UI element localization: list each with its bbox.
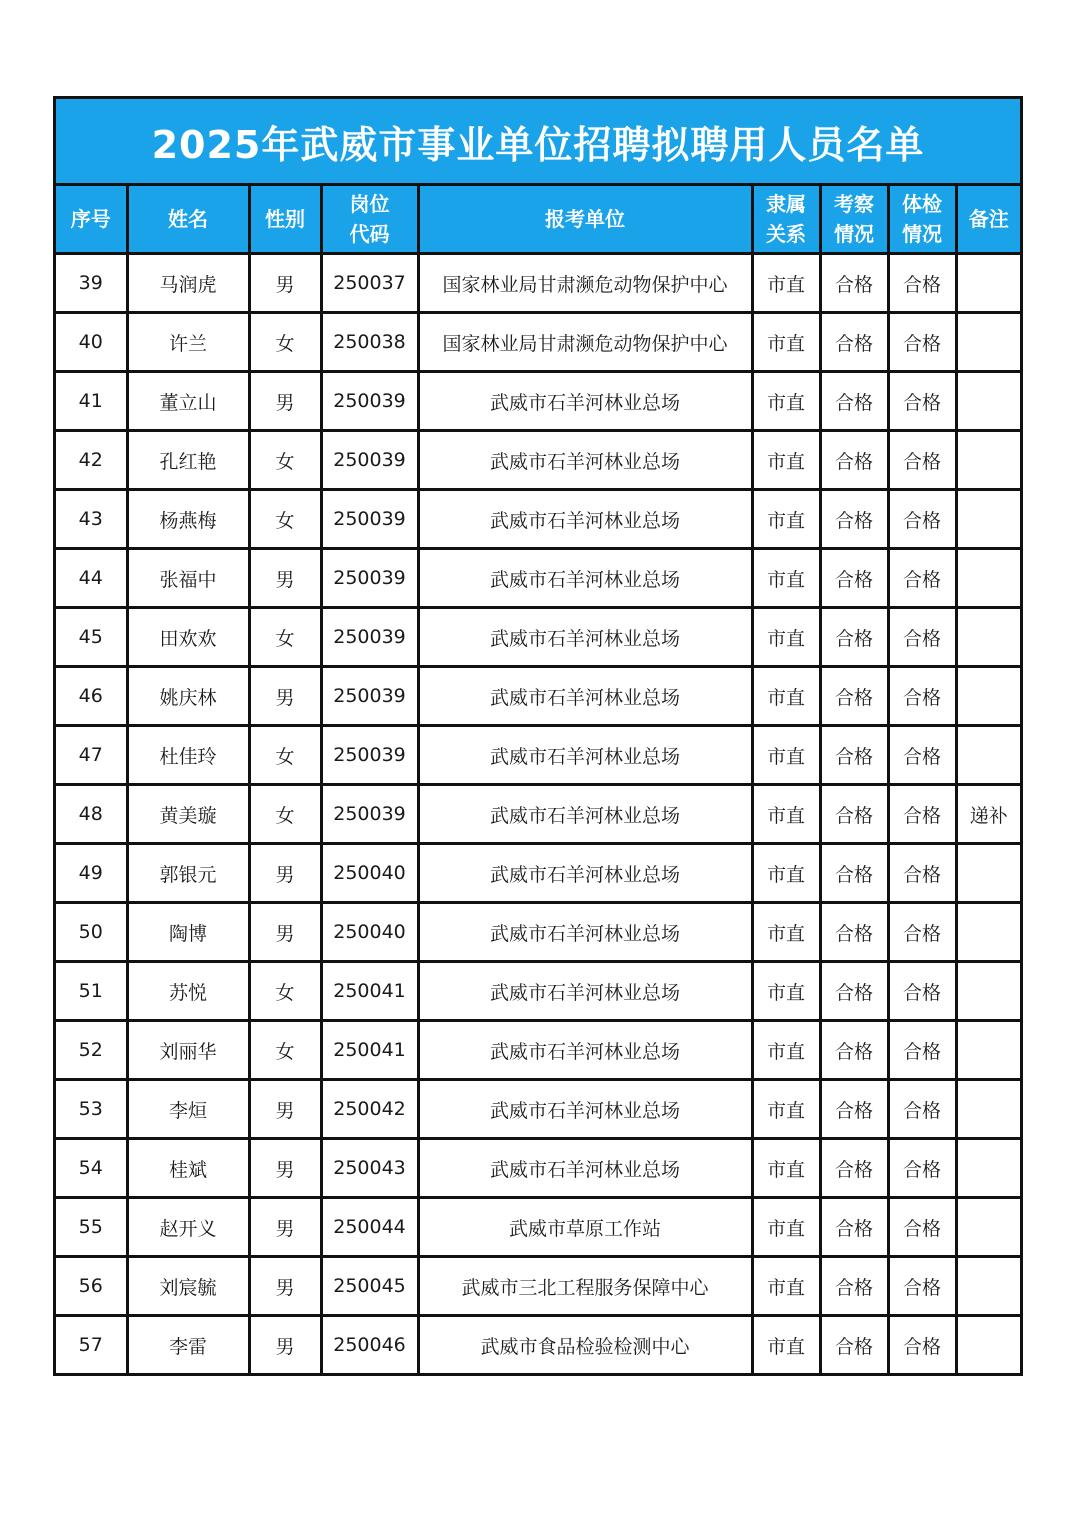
cell-seq: 57 [56,1316,127,1374]
cell-position-code: 250039 [321,726,418,785]
cell-unit: 武威市石羊河林业总场 [418,785,752,844]
cell-gender: 男 [249,372,321,431]
cell-assessment: 合格 [820,549,888,608]
cell-remark [956,1139,1020,1198]
cell-remark [956,844,1020,903]
cell-position-code: 250039 [321,490,418,549]
cell-remark [956,1198,1020,1257]
cell-assessment: 合格 [820,903,888,962]
cell-name: 董立山 [127,372,249,431]
cell-physical: 合格 [888,1257,956,1316]
cell-remark [956,903,1020,962]
cell-affiliation: 市直 [752,254,820,313]
header-name [127,186,249,254]
cell-seq: 55 [56,1198,127,1257]
cell-affiliation: 市直 [752,608,820,667]
header-label: 代码 [349,222,390,246]
cell-affiliation: 市直 [752,1198,820,1257]
cell-unit: 国家林业局甘肃濒危动物保护中心 [418,254,752,313]
cell-gender: 女 [249,608,321,667]
cell-remark [956,726,1020,785]
cell-unit: 武威市石羊河林业总场 [418,1080,752,1139]
cell-unit: 武威市石羊河林业总场 [418,962,752,1021]
cell-physical: 合格 [888,549,956,608]
cell-assessment: 合格 [820,608,888,667]
header-label: 情况 [834,222,874,246]
cell-assessment: 合格 [820,431,888,490]
header-label: 序号 [70,207,111,231]
cell-name: 马润虎 [127,254,249,313]
cell-physical: 合格 [888,608,956,667]
cell-position-code: 250046 [321,1316,418,1374]
cell-position-code: 250039 [321,608,418,667]
cell-name: 赵开义 [127,1198,249,1257]
cell-physical: 合格 [888,490,956,549]
cell-position-code: 250045 [321,1257,418,1316]
cell-assessment: 合格 [820,962,888,1021]
cell-seq: 44 [56,549,127,608]
cell-gender: 男 [249,667,321,726]
cell-unit: 武威市石羊河林业总场 [418,431,752,490]
cell-unit: 武威市石羊河林业总场 [418,903,752,962]
table-row [56,549,1020,608]
cell-affiliation: 市直 [752,726,820,785]
cell-assessment: 合格 [820,313,888,372]
table-row [56,667,1020,726]
cell-name: 杜佳玲 [127,726,249,785]
cell-affiliation: 市直 [752,372,820,431]
cell-physical: 合格 [888,431,956,490]
cell-gender: 女 [249,313,321,372]
cell-physical: 合格 [888,903,956,962]
cell-gender: 女 [249,490,321,549]
cell-position-code: 250041 [321,1021,418,1080]
table-row [56,1139,1020,1198]
cell-name: 刘宸毓 [127,1257,249,1316]
table-row [56,844,1020,903]
cell-remark [956,1080,1020,1139]
header-label: 关系 [766,222,806,246]
cell-position-code: 250042 [321,1080,418,1139]
header-label: 体检 [902,192,942,216]
cell-affiliation: 市直 [752,431,820,490]
cell-seq: 42 [56,431,127,490]
cell-affiliation: 市直 [752,1139,820,1198]
header-label: 备注 [968,207,1009,231]
header-unit [418,186,752,254]
cell-affiliation: 市直 [752,549,820,608]
cell-name: 刘丽华 [127,1021,249,1080]
cell-assessment: 合格 [820,726,888,785]
cell-name: 黄美璇 [127,785,249,844]
table-row [56,1080,1020,1139]
cell-gender: 男 [249,549,321,608]
cell-gender: 男 [249,1257,321,1316]
cell-seq: 43 [56,490,127,549]
cell-assessment: 合格 [820,254,888,313]
cell-name: 孔红艳 [127,431,249,490]
cell-seq: 46 [56,667,127,726]
roster-table [56,186,1020,1373]
table-header-row [56,186,1020,254]
cell-seq: 47 [56,726,127,785]
cell-position-code: 250039 [321,431,418,490]
cell-unit: 国家林业局甘肃濒危动物保护中心 [418,313,752,372]
cell-unit: 武威市石羊河林业总场 [418,1021,752,1080]
header-assessment [820,186,888,254]
header-label: 考察 [834,192,874,216]
cell-gender: 男 [249,903,321,962]
cell-seq: 52 [56,1021,127,1080]
table-row [56,608,1020,667]
cell-unit: 武威市石羊河林业总场 [418,608,752,667]
table-row [56,254,1020,313]
cell-assessment: 合格 [820,372,888,431]
cell-position-code: 250038 [321,313,418,372]
cell-position-code: 250043 [321,1139,418,1198]
table-row [56,726,1020,785]
cell-name: 杨燕梅 [127,490,249,549]
header-remark [956,186,1020,254]
cell-assessment: 合格 [820,1139,888,1198]
table-row [56,313,1020,372]
cell-gender: 女 [249,431,321,490]
cell-gender: 男 [249,254,321,313]
cell-affiliation: 市直 [752,1316,820,1374]
cell-remark [956,667,1020,726]
cell-name: 李烜 [127,1080,249,1139]
cell-name: 张福中 [127,549,249,608]
cell-unit: 武威市石羊河林业总场 [418,1139,752,1198]
cell-assessment: 合格 [820,1316,888,1374]
cell-name: 陶博 [127,903,249,962]
cell-physical: 合格 [888,726,956,785]
cell-physical: 合格 [888,1080,956,1139]
cell-name: 李雷 [127,1316,249,1374]
cell-gender: 女 [249,1021,321,1080]
cell-gender: 女 [249,726,321,785]
cell-affiliation: 市直 [752,962,820,1021]
cell-remark: 递补 [956,785,1020,844]
cell-unit: 武威市草原工作站 [418,1198,752,1257]
cell-gender: 女 [249,962,321,1021]
header-position-code [321,186,418,254]
cell-position-code: 250041 [321,962,418,1021]
cell-remark [956,608,1020,667]
header-gender [249,186,321,254]
cell-assessment: 合格 [820,1257,888,1316]
header-seq [56,186,127,254]
cell-position-code: 250039 [321,549,418,608]
cell-name: 苏悦 [127,962,249,1021]
cell-remark [956,431,1020,490]
table-row [56,490,1020,549]
cell-assessment: 合格 [820,844,888,903]
cell-remark [956,962,1020,1021]
cell-physical: 合格 [888,844,956,903]
cell-remark [956,1257,1020,1316]
cell-unit: 武威市三北工程服务保障中心 [418,1257,752,1316]
header-label: 情况 [902,222,942,246]
cell-unit: 武威市石羊河林业总场 [418,372,752,431]
cell-physical: 合格 [888,1198,956,1257]
cell-physical: 合格 [888,1139,956,1198]
cell-remark [956,254,1020,313]
cell-name: 许兰 [127,313,249,372]
cell-physical: 合格 [888,313,956,372]
cell-position-code: 250040 [321,844,418,903]
cell-remark [956,313,1020,372]
cell-unit: 武威市石羊河林业总场 [418,549,752,608]
cell-remark [956,1316,1020,1374]
cell-affiliation: 市直 [752,844,820,903]
header-label: 隶属 [766,192,806,216]
cell-seq: 53 [56,1080,127,1139]
cell-seq: 51 [56,962,127,1021]
table-row [56,1316,1020,1374]
cell-affiliation: 市直 [752,785,820,844]
cell-affiliation: 市直 [752,1021,820,1080]
table-row [56,372,1020,431]
cell-remark [956,1021,1020,1080]
cell-position-code: 250040 [321,903,418,962]
cell-gender: 男 [249,844,321,903]
cell-name: 田欢欢 [127,608,249,667]
cell-physical: 合格 [888,372,956,431]
cell-gender: 男 [249,1316,321,1374]
cell-gender: 男 [249,1198,321,1257]
cell-unit: 武威市石羊河林业总场 [418,726,752,785]
cell-seq: 39 [56,254,127,313]
table-row [56,962,1020,1021]
table-row [56,1257,1020,1316]
cell-assessment: 合格 [820,785,888,844]
cell-unit: 武威市石羊河林业总场 [418,490,752,549]
cell-gender: 女 [249,785,321,844]
cell-affiliation: 市直 [752,1080,820,1139]
cell-seq: 48 [56,785,127,844]
cell-name: 郭银元 [127,844,249,903]
cell-assessment: 合格 [820,1080,888,1139]
roster-sheet [53,96,1023,1376]
cell-physical: 合格 [888,1021,956,1080]
table-row [56,785,1020,844]
cell-remark [956,549,1020,608]
cell-position-code: 250044 [321,1198,418,1257]
cell-physical: 合格 [888,1316,956,1374]
header-label: 岗位 [349,192,390,216]
cell-position-code: 250039 [321,667,418,726]
cell-position-code: 250037 [321,254,418,313]
cell-unit: 武威市石羊河林业总场 [418,667,752,726]
table-row [56,431,1020,490]
table-row [56,903,1020,962]
cell-seq: 41 [56,372,127,431]
cell-affiliation: 市直 [752,1257,820,1316]
header-physical [888,186,956,254]
cell-affiliation: 市直 [752,667,820,726]
table-row [56,1021,1020,1080]
cell-assessment: 合格 [820,490,888,549]
header-label: 报考单位 [545,207,625,231]
cell-seq: 54 [56,1139,127,1198]
cell-physical: 合格 [888,785,956,844]
cell-assessment: 合格 [820,1198,888,1257]
cell-seq: 49 [56,844,127,903]
cell-gender: 男 [249,1139,321,1198]
page-title: 2025年武威市事业单位招聘拟聘用人员名单 [151,122,925,167]
cell-remark [956,490,1020,549]
cell-position-code: 250039 [321,372,418,431]
cell-name: 姚庆林 [127,667,249,726]
header-label: 姓名 [168,207,208,231]
table-body [56,254,1020,1374]
table-row [56,1198,1020,1257]
cell-assessment: 合格 [820,667,888,726]
cell-position-code: 250039 [321,785,418,844]
cell-gender: 男 [249,1080,321,1139]
cell-seq: 50 [56,903,127,962]
cell-name: 桂斌 [127,1139,249,1198]
cell-physical: 合格 [888,254,956,313]
cell-unit: 武威市石羊河林业总场 [418,844,752,903]
cell-physical: 合格 [888,962,956,1021]
header-label: 性别 [265,207,305,231]
cell-affiliation: 市直 [752,313,820,372]
cell-affiliation: 市直 [752,903,820,962]
cell-remark [956,372,1020,431]
cell-affiliation: 市直 [752,490,820,549]
cell-assessment: 合格 [820,1021,888,1080]
cell-unit: 武威市食品检验检测中心 [418,1316,752,1374]
cell-physical: 合格 [888,667,956,726]
cell-seq: 40 [56,313,127,372]
cell-seq: 45 [56,608,127,667]
cell-seq: 56 [56,1257,127,1316]
title-bar [56,99,1020,186]
header-affiliation [752,186,820,254]
